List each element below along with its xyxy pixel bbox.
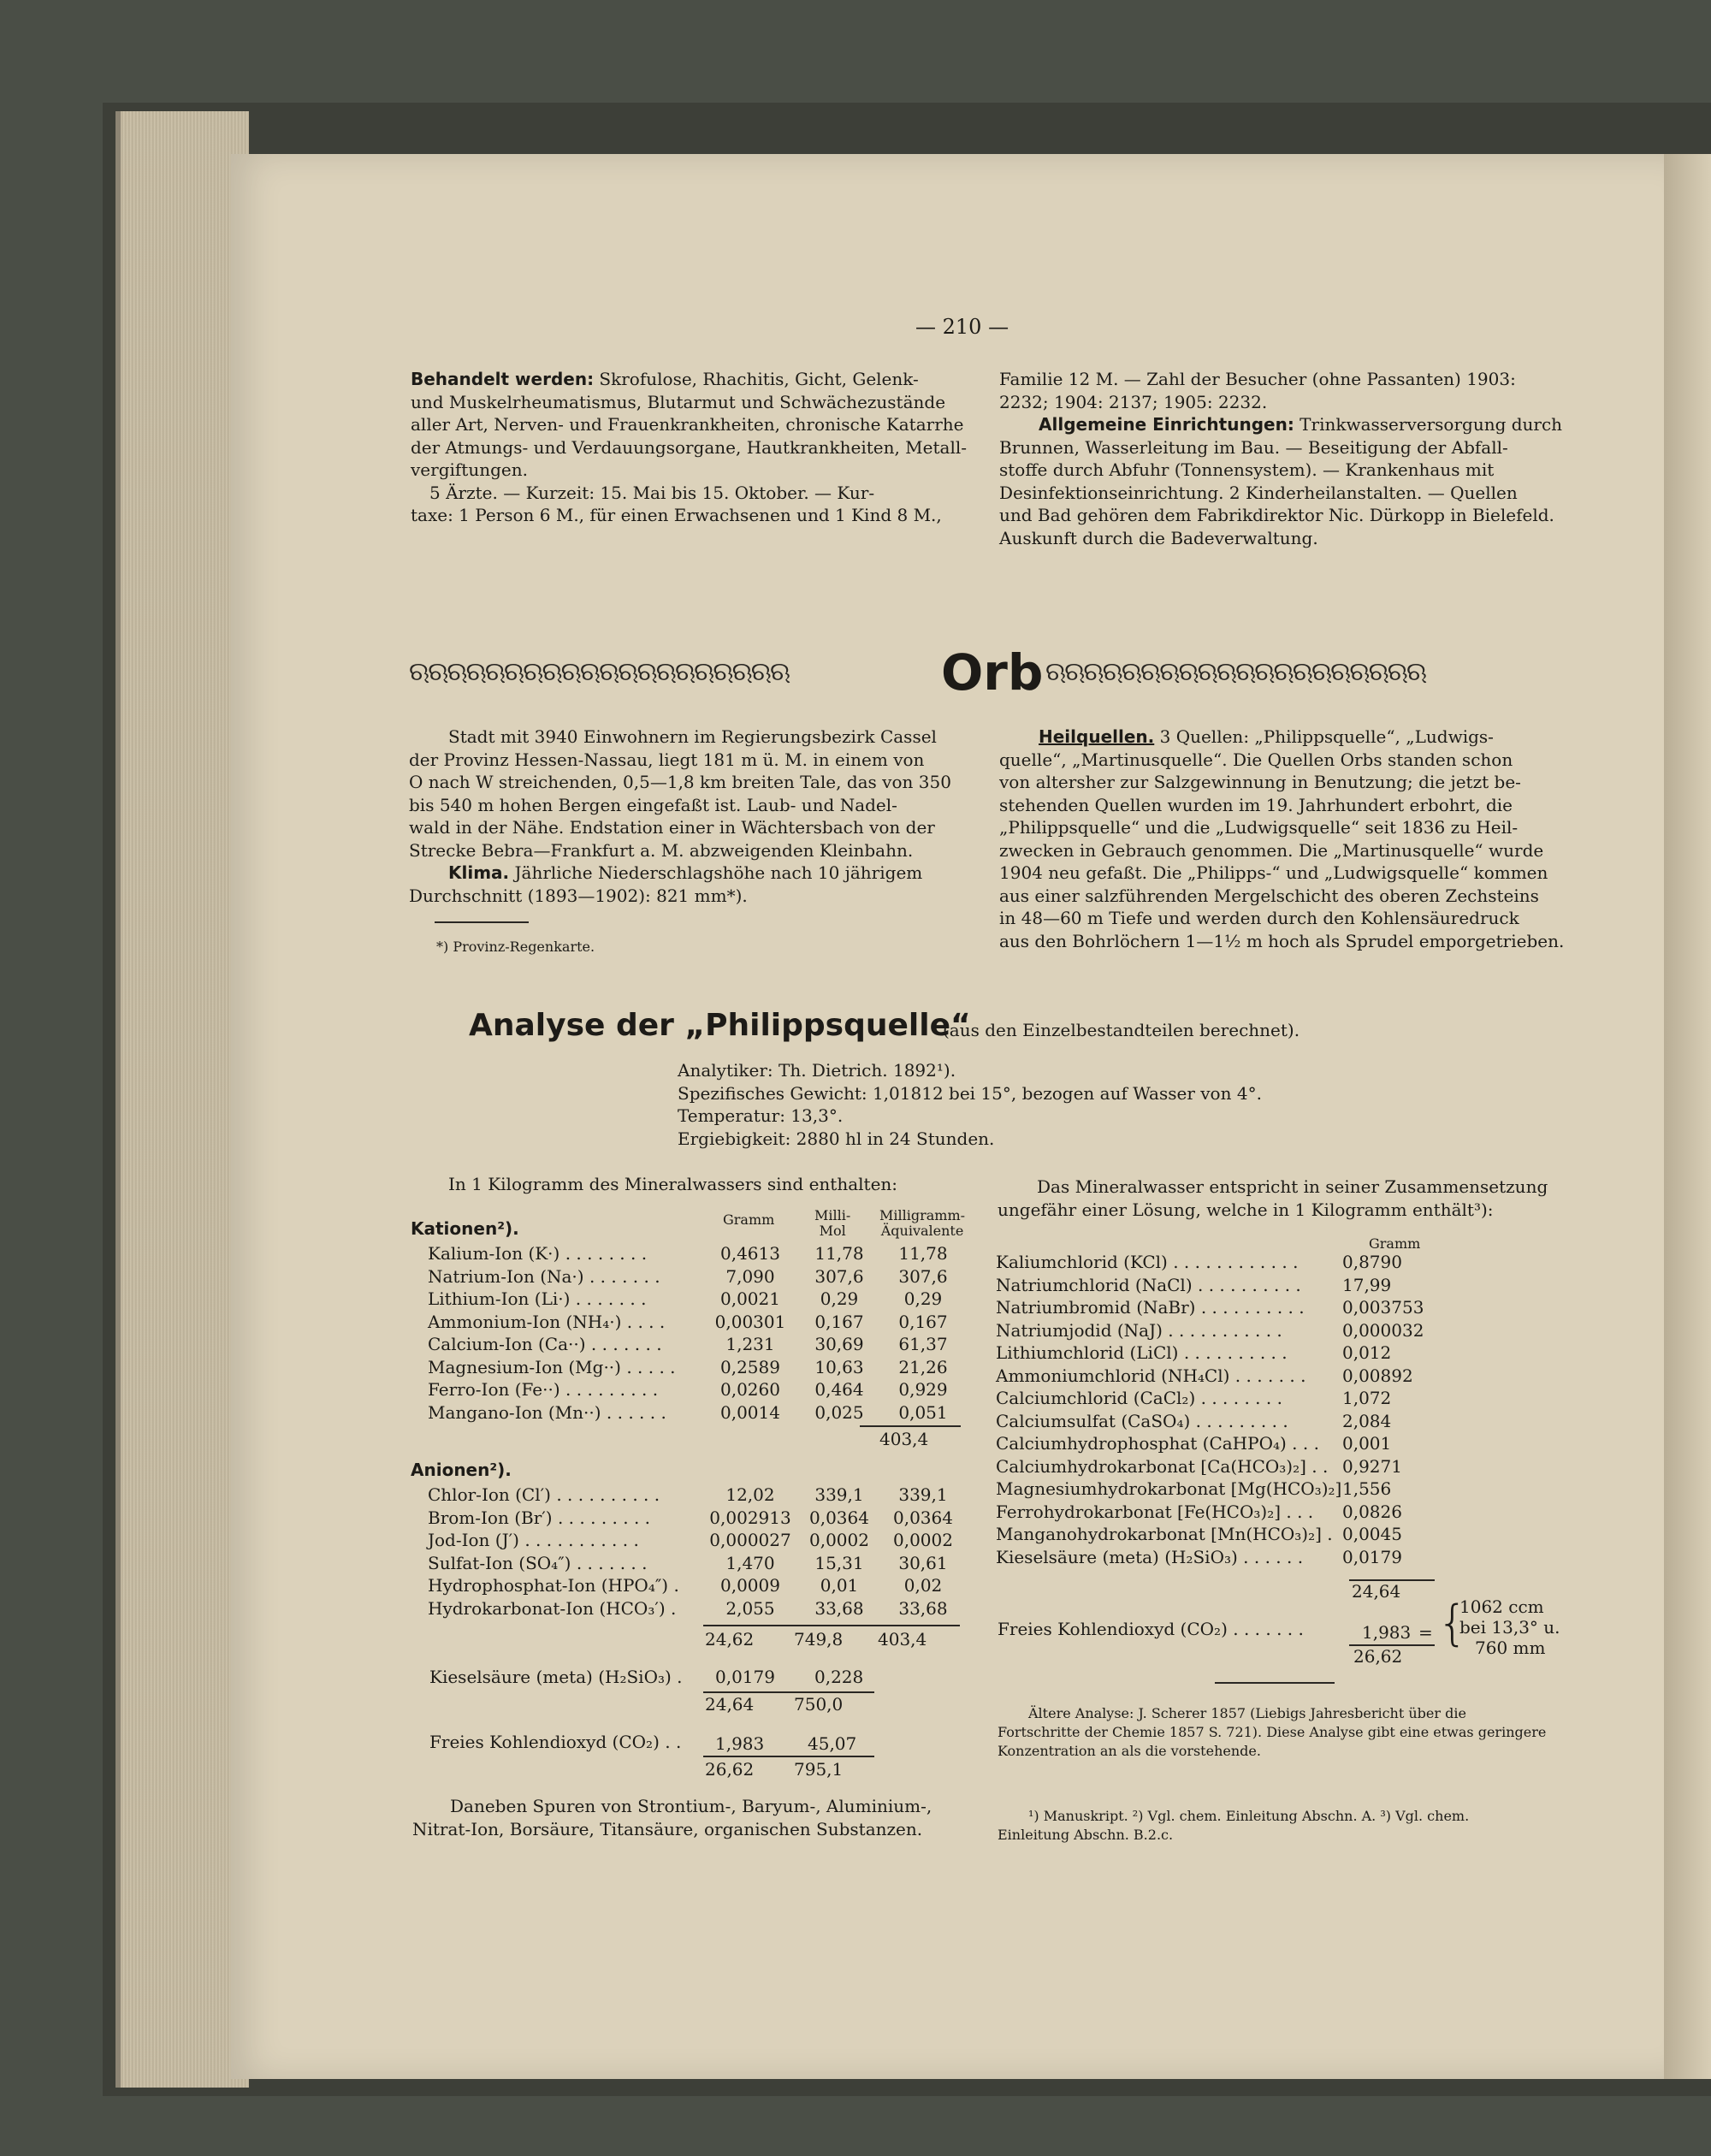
table-row	[428, 1484, 965, 1507]
cell-g: 0,012	[1342, 1342, 1392, 1363]
salts-co2-name: Freies Kohlendioxyd (CO₂) . . . . . . .	[998, 1619, 1304, 1639]
kationen-sum: 403,4	[879, 1429, 929, 1449]
cell-name: Natrium-Ion (Na·) . . . . . . .	[428, 1265, 660, 1287]
table-row	[428, 1356, 965, 1379]
cell-name: Kieselsäure (meta) (H₂SiO₃) . . . . . .	[996, 1546, 1304, 1567]
cell-name: Calciumsulfat (CaSO₄) . . . . . . . . .	[996, 1410, 1288, 1431]
anionen-label: Anionen²).	[411, 1460, 512, 1480]
table-row	[996, 1546, 1436, 1569]
cell-g: 17,99	[1342, 1274, 1392, 1295]
cell-name: Sulfat-Ion (SO₄″) . . . . . . .	[428, 1552, 648, 1573]
cell-name: Calciumchlorid (CaCl₂) . . . . . . . .	[996, 1388, 1282, 1408]
cell-g: 0,4613	[720, 1243, 780, 1264]
footnotes: ¹) Manuskript. ²) Vgl. chem. Einleitung Abschn. A. ³) Vgl. chem. Einleitung Abschn. B.2.c.	[998, 1808, 1470, 1843]
sum1-rule	[703, 1625, 960, 1626]
table-row	[428, 1401, 965, 1424]
analysis-intro: In 1 Kilogramm des Mineralwassers sind enthalten:	[448, 1174, 898, 1194]
cell-g: 0,8790	[1342, 1252, 1402, 1272]
cell-aeq: 21,26	[898, 1356, 948, 1377]
cell-name: Brom-Ion (Br′) . . . . . . . . .	[428, 1507, 651, 1528]
cell-name: Ferro-Ion (Fe··) . . . . . . . . .	[428, 1379, 659, 1400]
cell-name: Lithiumchlorid (LiCl) . . . . . . . . . .	[996, 1342, 1288, 1363]
table-row	[996, 1342, 1436, 1365]
table-row	[428, 1378, 965, 1401]
top-left-text: Behandelt werden: Skrofulose, Rhachitis, Gicht, Gelenk- und Muskelrheumatismus, Blutarmut und Schwächezustände aller Art, Nerven- und Frauenkrankheiten, chronische Katarrhe der Atmungs- und Verdauungsorgane, Hautkrankheiten, Metall- vergiftungen. 5 Ärzte. — Kurzeit: 15. Mai bis 15. Oktober. — Kur- taxe: 1 Person 6 M., für einen Erwachsenen und 1 Kind 8 M.,	[411, 369, 968, 525]
cell-name: Jod-Ion (J′) . . . . . . . . . . .	[428, 1530, 639, 1550]
table-row	[996, 1251, 1436, 1274]
cell-g: 0,0179	[1342, 1546, 1402, 1567]
brace: {	[1437, 1596, 1468, 1651]
cell-mol: 10,63	[814, 1356, 864, 1377]
cell-g: 12,02	[725, 1484, 775, 1505]
table-row	[996, 1319, 1436, 1342]
aeltere-text: Ältere Analyse: J. Scherer 1857 (Liebigs Jahresbericht über die Fortschritte der Chemie 1857 S. 721). Diese Analyse gibt eine etwas geringere Konzentration an als die vorstehende.	[998, 1705, 1547, 1759]
cell-name: Ammoniumchlorid (NH₄Cl) . . . . . . .	[996, 1365, 1306, 1386]
cell-aeq: 33,68	[898, 1597, 948, 1619]
cell-mol: 339,1	[814, 1484, 864, 1505]
aeltere-rule	[1215, 1682, 1335, 1684]
table-row	[428, 1574, 965, 1597]
cell-g: 0,000027	[709, 1530, 791, 1550]
cell-g: 2,084	[1342, 1410, 1392, 1431]
cell-name: Natriumchlorid (NaCl) . . . . . . . . . .	[996, 1274, 1301, 1295]
salts-brace-values: 1062 ccm bei 13,3° u. 760 mm	[1459, 1596, 1560, 1658]
cell-g: 1,556	[1342, 1478, 1392, 1499]
sum2-g: 24,64	[705, 1694, 755, 1715]
table-row	[428, 1529, 965, 1552]
cell-mol: 11,78	[814, 1243, 864, 1264]
cell-mol: 0,167	[814, 1311, 864, 1332]
cell-name: Magnesium-Ion (Mg··) . . . . .	[428, 1356, 676, 1377]
cell-g: 0,9271	[1342, 1455, 1402, 1477]
sum1-mol: 749,8	[794, 1629, 844, 1650]
cell-g: 0,000032	[1342, 1319, 1424, 1341]
sum1-g: 24,62	[705, 1629, 755, 1650]
einrichtungen-label: Allgemeine Einrichtungen:	[1039, 414, 1294, 435]
orb-right-text: Heilquellen. 3 Quellen: „Philippsquelle“, „Ludwigs- quelle“, „Martinusquelle“. Die Quellen Orbs standen schon von altersher zur Salzgewinnung in Benutzung; die jetzt be- stehenden Quellen wurden im 19. Jahrhundert erbohrt, die „Philippsquelle“ und die „Ludwigsquelle“ seit 1836 zu Heil- zwecken in Gebrauch genommen. Die „Martinusquelle“ wurde 1904 neu gefaßt. Die „Philipps-“ und „Ludwigsquelle“ kommen aus einer salzführenden Mergelschicht des oberen Zechsteins in 48—60 m Tiefe und werden durch den Kohlensäuredruck aus den Bohrlöchern 1—1½ m hoch als Sprudel emporgetrieben.	[999, 726, 1565, 951]
cell-g: 0,001	[1342, 1433, 1392, 1454]
cell-aeq: 307,6	[898, 1265, 948, 1287]
salts-intro: Das Mineralwasser entspricht in seiner Zusammensetzung ungefähr einer Lösung, welche in 1 Kilogramm enthält³):	[998, 1176, 1548, 1220]
page-number: — 210 —	[915, 315, 1009, 339]
co2-name: Freies Kohlendioxyd (CO₂) . .	[429, 1732, 682, 1752]
cell-name: Calciumhydrokarbonat [Ca(HCO₃)₂] . .	[996, 1455, 1329, 1477]
cell-g: 7,090	[725, 1265, 775, 1287]
salts-co2-g: 1,983	[1362, 1622, 1412, 1643]
table-row	[428, 1333, 965, 1356]
footnote-provinz: *) Provinz-Regenkarte.	[436, 939, 595, 955]
cell-g: 0,0045	[1342, 1524, 1402, 1544]
kationen-table	[428, 1242, 965, 1424]
cell-g: 1,072	[1342, 1388, 1392, 1408]
table-row	[996, 1432, 1436, 1455]
cell-name: Lithium-Ion (Li·) . . . . . . .	[428, 1288, 647, 1309]
sum1-aeq: 403,4	[878, 1629, 927, 1650]
table-row	[996, 1455, 1436, 1478]
cell-name: Natriumbromid (NaBr) . . . . . . . . . .	[996, 1297, 1305, 1318]
salts-col-gramm: Gramm	[1369, 1235, 1421, 1252]
cell-aeq: 61,37	[898, 1334, 948, 1354]
cell-mol: 30,69	[814, 1334, 864, 1354]
cell-g: 0,0260	[720, 1379, 780, 1400]
cell-mol: 0,01	[820, 1575, 859, 1596]
cell-g: 0,0014	[720, 1401, 780, 1423]
cell-g: 0,00301	[714, 1311, 786, 1332]
cell-g: 0,2589	[720, 1356, 780, 1377]
cell-mol: 0,025	[814, 1401, 864, 1423]
cell-g: 0,0021	[720, 1288, 780, 1309]
cell-g: 0,003753	[1342, 1297, 1424, 1318]
col-milli-mol: Milli- Mol	[814, 1207, 851, 1239]
cell-mol: 15,31	[814, 1552, 864, 1573]
cell-name: Manganohydrokarbonat [Mn(HCO₃)₂] .	[996, 1524, 1333, 1544]
cell-mol: 0,0002	[809, 1530, 869, 1550]
cell-name: Hydrokarbonat-Ion (HCO₃′) .	[428, 1597, 677, 1619]
analysis-heading: Analyse der „Philippsquelle“	[469, 1008, 971, 1043]
col-mg-aeq: Milligramm- Äquivalente	[879, 1207, 966, 1239]
analysis-meta: Analytiker: Th. Dietrich. 1892¹). Spezifisches Gewicht: 1,01812 bei 15°, bezogen auf Wasser von 4°. Temperatur: 13,3°. Ergiebigkeit: 2880 hl in 24 Stunden.	[678, 1060, 1262, 1149]
cell-name: Kalium-Ion (K·) . . . . . . . .	[428, 1243, 648, 1264]
cell-g: 2,055	[725, 1597, 775, 1619]
table-row	[996, 1501, 1436, 1524]
cell-g: 1,231	[725, 1334, 775, 1354]
cell-aeq: 0,0002	[893, 1530, 953, 1550]
table-row	[428, 1597, 965, 1620]
cell-g: 1,470	[725, 1552, 775, 1573]
orb-left-text: Stadt mit 3940 Einwohnern im Regierungsbezirk Cassel der Provinz Hessen-Nassau, liegt 181 m ü. M. in einem von O nach W streichenden, 0,5—1,8 km breiten Tale, das von 350 bis 540 m hohen Bergen eingefaßt ist. Laub- und Nadel- wald in der Nähe. Endstation einer in Wächtersbach von der Strecke Bebra—Frankfurt a. M. abzweigenden Kleinbahn. Klima. Jährliche Niederschlagshöhe nach 10 jährigem Durchschnitt (1893—1902): 821 mm*).	[409, 726, 951, 906]
table-row	[996, 1387, 1436, 1410]
cell-mol: 0,464	[814, 1379, 864, 1400]
table-row	[996, 1523, 1436, 1546]
cell-name: Calciumhydrophosphat (CaHPO₄) . . .	[996, 1433, 1319, 1454]
cell-aeq: 0,02	[903, 1575, 943, 1596]
table-row	[996, 1365, 1436, 1388]
cell-aeq: 0,929	[898, 1379, 948, 1400]
table-row	[428, 1265, 965, 1288]
anionen-table	[428, 1484, 965, 1620]
table-row	[428, 1507, 965, 1530]
cell-g: 0,00892	[1342, 1365, 1413, 1386]
col-gramm: Gramm	[723, 1211, 775, 1228]
cell-aeq: 30,61	[898, 1552, 948, 1573]
salts-table	[996, 1251, 1436, 1568]
cell-aeq: 11,78	[898, 1243, 948, 1264]
cell-g: 0,0009	[720, 1575, 780, 1596]
next-page-edge	[1664, 154, 1711, 2079]
cell-name: Magnesiumhydrokarbonat [Mg(HCO₃)₂]	[996, 1478, 1342, 1499]
cell-name: Chlor-Ion (Cl′) . . . . . . . . . .	[428, 1484, 660, 1505]
spuren-text: Daneben Spuren von Strontium-, Baryum-, Aluminium-, Nitrat-Ion, Borsäure, Titansäure, organischen Substanzen.	[412, 1796, 932, 1839]
cell-name: Hydrophosphat-Ion (HPO₄″) .	[428, 1575, 679, 1596]
table-row	[996, 1478, 1436, 1501]
table-row	[996, 1296, 1436, 1319]
top-right-text: Familie 12 M. — Zahl der Besucher (ohne Passanten) 1903: 2232; 1904: 2137; 1905: 2232. Allgemeine Einrichtungen: Trinkwasserversorgung durch Brunnen, Wasserleitung im Bau. — Beseitigung der Abfall- stoffe durch Abfuhr (Tonnensystem). — Krankenhaus mit Desinfektionseinrichtung. 2 Kinderheilanstalten. — Quellen und Bad gehören dem Fabrikdirektor Nic. Dürkopp in Bielefeld. Auskunft durch die Badeverwaltung.	[999, 369, 1563, 548]
footnote-rule	[435, 921, 529, 923]
cell-aeq: 0,167	[898, 1311, 948, 1332]
table-row	[428, 1288, 965, 1311]
table-row	[428, 1552, 965, 1575]
cell-name: Natriumjodid (NaJ) . . . . . . . . . . .	[996, 1319, 1282, 1341]
co2-mol: 45,07	[808, 1733, 857, 1754]
cell-g: 0,0826	[1342, 1501, 1402, 1522]
table-row	[996, 1274, 1436, 1297]
orb-title: Orb	[941, 643, 1044, 702]
cell-name: Ammonium-Ion (NH₄·) . . . .	[428, 1311, 666, 1332]
sum3-g: 26,62	[705, 1759, 755, 1780]
cell-aeq: 0,0364	[893, 1507, 953, 1528]
cell-name: Calcium-Ion (Ca··) . . . . . . .	[428, 1334, 662, 1354]
table-row	[428, 1311, 965, 1334]
cell-aeq: 0,29	[903, 1288, 943, 1309]
kationen-label: Kationen²).	[411, 1218, 519, 1239]
ornament-right: ଋଋଋଋଋଋଋଋଋଋଋଋଋଋଋଋଋଋଋଋ	[1045, 657, 1426, 687]
sum2-mol: 750,0	[794, 1694, 844, 1715]
klima-label: Klima.	[448, 862, 510, 883]
cell-mol: 33,68	[814, 1597, 864, 1619]
kiesel-mol: 0,228	[814, 1667, 864, 1687]
cell-aeq: 339,1	[898, 1484, 948, 1505]
salts-eq: =	[1418, 1622, 1433, 1643]
cell-aeq: 0,051	[898, 1401, 948, 1423]
cell-name: Ferrohydrokarbonat [Fe(HCO₃)₂] . . .	[996, 1501, 1314, 1522]
salts-total: 26,62	[1353, 1646, 1403, 1667]
table-row	[996, 1410, 1436, 1433]
kiesel-name: Kieselsäure (meta) (H₂SiO₃) .	[429, 1667, 683, 1687]
table-row	[428, 1242, 965, 1265]
sum3-mol: 795,1	[794, 1759, 844, 1780]
cell-mol: 307,6	[814, 1265, 864, 1287]
analysis-heading-note: (aus den Einzelbestandteilen berechnet).	[943, 1020, 1300, 1040]
co2-g: 1,983	[715, 1733, 765, 1754]
behandelt-label: Behandelt werden:	[411, 369, 595, 389]
cell-mol: 0,29	[820, 1288, 859, 1309]
cell-name: Kaliumchlorid (KCl) . . . . . . . . . . . .	[996, 1252, 1299, 1272]
cell-g: 0,002913	[709, 1507, 791, 1528]
cell-mol: 0,0364	[809, 1507, 869, 1528]
salts-sum: 24,64	[1352, 1581, 1401, 1602]
heilquellen-label: Heilquellen.	[1039, 726, 1155, 747]
cell-name: Mangano-Ion (Mn··) . . . . . .	[428, 1401, 666, 1423]
page-edges	[115, 111, 249, 2088]
ornament-left: ଋଋଋଋଋଋଋଋଋଋଋଋଋଋଋଋଋଋଋଋ	[409, 657, 790, 687]
kiesel-g: 0,0179	[715, 1667, 775, 1687]
